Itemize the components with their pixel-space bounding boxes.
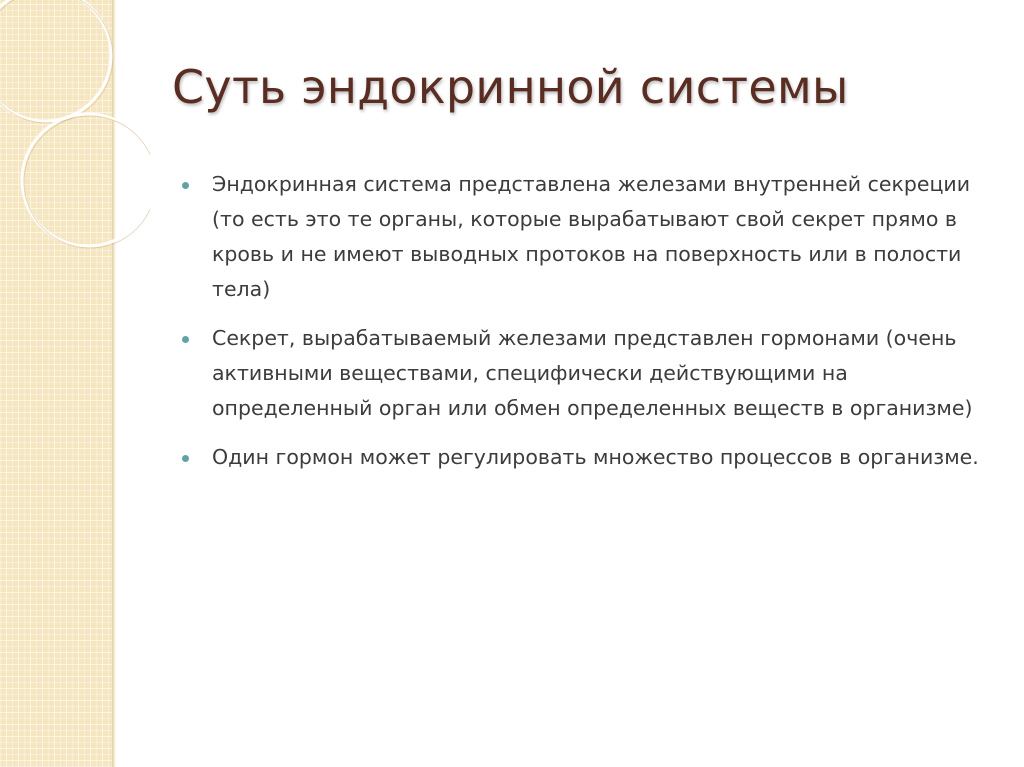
bullet-item-1 [180,167,980,307]
bullet-text-2: Секрет, вырабатываемый железами представлен гормонами (очень активными веществами, специфически действующими на определенный орган или обмен определенных веществ в организме) [212,326,973,420]
decorative-rings [0,0,150,260]
bullet-item-2 [180,321,980,426]
bullet-text-1: Эндокринная система представлена железами внутренней секреции (то есть это те органы, которые вырабатывают свой секрет прямо в кровь и не имеют выводных протоков на поверхность или в полости тела) [212,172,971,301]
bullet-item-3 [180,440,980,475]
bullet-dot-icon [182,336,189,343]
bullet-list [180,167,980,489]
bullet-dot-icon [182,182,189,189]
decorative-ring-upper-shadow [0,0,113,123]
bullet-dot-icon [182,455,189,462]
slide-title: Суть эндокринной системы [172,60,849,114]
bullet-text-3: Один гормон может регулировать множество процессов в организме. [212,445,979,469]
